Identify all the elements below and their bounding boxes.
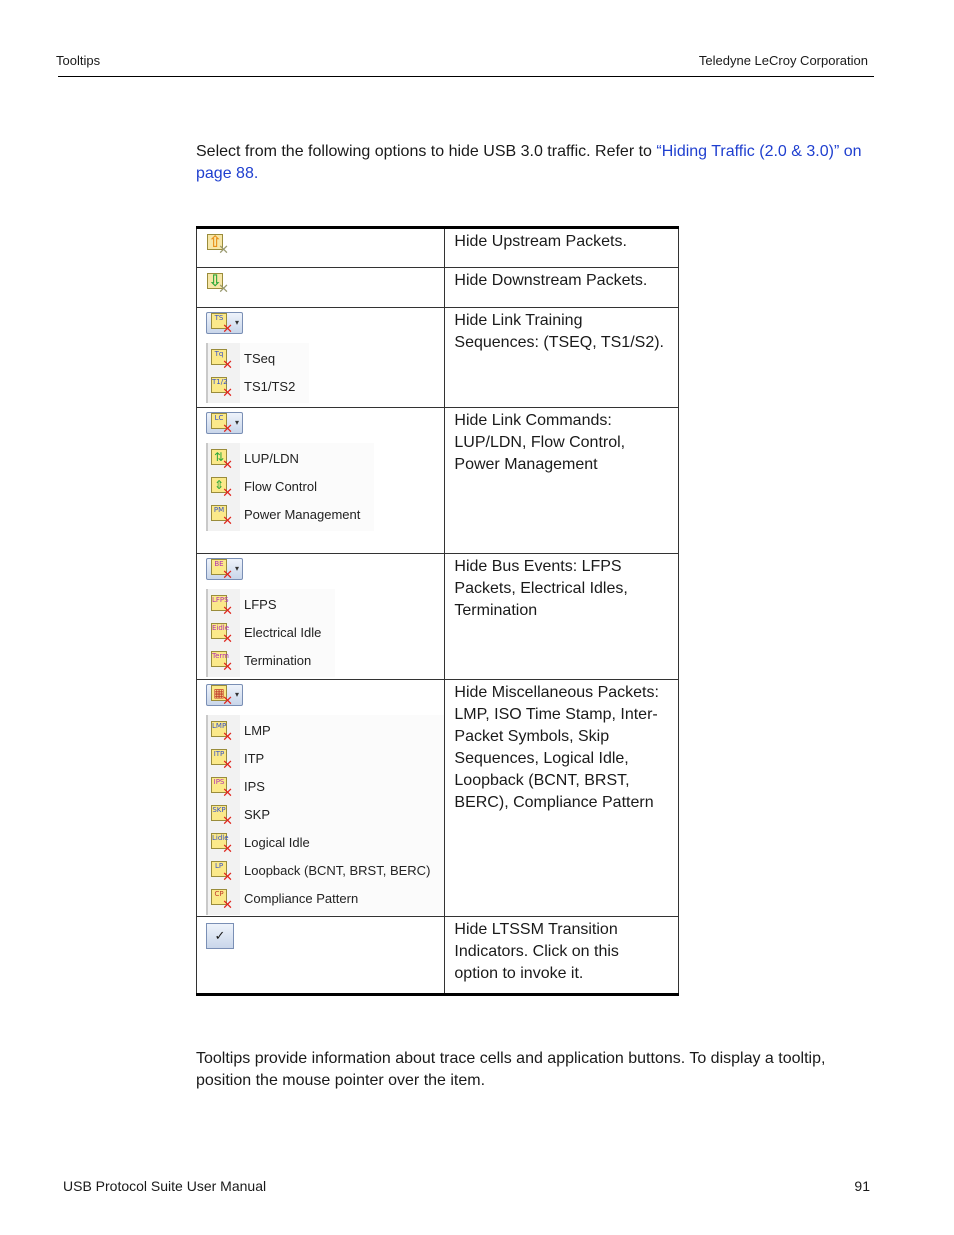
logical-idle-icon: Lidle ✕ xyxy=(212,834,233,857)
compliance-pattern-icon: CP ✕ xyxy=(210,888,232,910)
icon-cell xyxy=(197,268,445,308)
header-rule xyxy=(58,76,874,77)
running-header-company: Teledyne LeCroy Corporation xyxy=(698,53,868,68)
link-training-icon: TS ✕ xyxy=(210,312,232,334)
table-row xyxy=(197,554,679,680)
hide-upstream-icon[interactable]: ⇧ ✕ xyxy=(208,232,229,258)
loopback-icon: LP ✕ xyxy=(210,860,232,882)
ts1-ts2-icon: T1/2 ✕ xyxy=(212,378,233,401)
link-training-dropdown-button[interactable] xyxy=(206,312,243,337)
page-number: 91 xyxy=(854,1178,870,1194)
menu-item-skp[interactable]: SKP ✕ SKP xyxy=(208,801,430,829)
menu-item-lfps[interactable]: LFPS ✕ LFPS xyxy=(212,596,277,619)
menu-item-termination[interactable]: Term ✕ Termination xyxy=(212,652,312,675)
menu-item-compliance-pattern[interactable]: CP ✕ Compliance Pattern xyxy=(208,885,430,913)
icon-cell xyxy=(197,917,445,995)
table-row xyxy=(197,228,679,268)
miscellaneous-icon: ▦ ✕ xyxy=(210,684,232,706)
menu-item-ts1-ts2[interactable]: T1/2 ✕ TS1/TS2 xyxy=(212,378,296,401)
lfps-icon: LFPS ✕ xyxy=(212,596,233,619)
table-row xyxy=(197,680,679,917)
table-row xyxy=(197,308,679,408)
link-commands-menu xyxy=(206,443,374,531)
menu-item-ips[interactable]: IPS ✕ IPS xyxy=(208,773,430,801)
bus-events-menu xyxy=(206,589,335,677)
menu-item-flow-control[interactable]: ⇕ ✕ Flow Control xyxy=(208,473,360,501)
link-commands-icon: LC ✕ xyxy=(210,412,232,434)
icon-cell xyxy=(197,680,445,917)
description-cell: Hide LTSSM Transition Indicators. Click on this option to invoke it. xyxy=(445,917,679,995)
skp-icon: SKP ✕ xyxy=(212,806,233,829)
menu-item-power-management[interactable]: PM ✕ Power Management xyxy=(208,501,360,529)
chevron-down-icon: ▾ xyxy=(235,318,240,327)
menu-item-tseq[interactable]: Tq ✕ TSeq xyxy=(208,345,295,373)
intro-paragraph: Select from the following options to hide USB 3.0 traffic. Refer to “Hiding Traffic (2.0 & 3.0)” on page 88. xyxy=(196,143,862,182)
chevron-down-icon: ▾ xyxy=(235,564,240,573)
footer-title: USB Protocol Suite User Manual xyxy=(63,1178,267,1194)
ips-icon: IPS ✕ xyxy=(210,776,232,798)
icon-cell xyxy=(197,408,445,554)
bus-events-icon: BE ✕ xyxy=(210,558,232,580)
running-header-section: Tooltips xyxy=(56,53,101,68)
itp-icon: ITP ✕ xyxy=(210,748,232,770)
miscellaneous-menu xyxy=(206,715,444,915)
checkmark-icon: ✓ xyxy=(214,928,226,943)
hiding-traffic-link[interactable]: “Hiding Traffic (2.0 & 3.0)” on page 88. xyxy=(196,143,862,182)
chevron-down-icon: ▾ xyxy=(235,690,240,699)
termination-icon: Term ✕ xyxy=(212,652,233,675)
icon-cell xyxy=(197,308,445,408)
tseq-icon: Tq ✕ xyxy=(210,348,232,370)
table-row xyxy=(197,408,679,554)
link-training-menu xyxy=(206,343,309,403)
menu-item-itp[interactable]: ITP ✕ ITP xyxy=(208,745,430,773)
description-cell: Hide Bus Events: LFPS Packets, Electrical Idles, Termination xyxy=(445,554,679,680)
menu-item-electrical-idle[interactable]: Eidle ✕ Electrical Idle xyxy=(212,624,322,647)
electrical-idle-icon: Eidle ✕ xyxy=(212,624,233,647)
description-cell: Hide Link Training Sequences: (TSEQ, TS1/S2). xyxy=(445,308,679,408)
miscellaneous-dropdown-button[interactable] xyxy=(206,684,243,709)
link-commands-dropdown-button[interactable] xyxy=(206,412,243,437)
menu-item-lup-ldn[interactable]: ⇅ ✕ LUP/LDN xyxy=(208,445,360,473)
icon-cell xyxy=(197,228,445,268)
hide-downstream-icon[interactable]: ⇩ ✕ xyxy=(208,271,229,297)
description-cell: Hide Miscellaneous Packets: LMP, ISO Time Stamp, Inter-Packet Symbols, Skip Sequences, Logical Idle, Loopback (BCNT, BRST, BERC), Compliance Pattern xyxy=(445,680,679,917)
description-cell: Hide Link Commands: LUP/LDN, Flow Control, Power Management xyxy=(445,408,679,554)
ltssm-toggle-button[interactable] xyxy=(206,923,234,949)
menu-item-lmp[interactable]: LMP ✕ LMP xyxy=(212,722,271,745)
description-cell: Hide Upstream Packets. xyxy=(445,228,679,268)
icon-cell xyxy=(197,554,445,680)
menu-item-logical-idle[interactable]: Lidle ✕ Logical Idle xyxy=(212,834,310,857)
lup-ldn-icon: ⇅ ✕ xyxy=(210,448,232,470)
power-management-icon: PM ✕ xyxy=(210,504,232,526)
table-row xyxy=(197,917,679,995)
description-cell: Hide Downstream Packets. xyxy=(445,268,679,308)
lmp-icon: LMP ✕ xyxy=(212,722,233,745)
tooltips-paragraph: Tooltips provide information about trace cells and application buttons. To display a tooltip, position the mouse pointer over the item. xyxy=(196,1050,826,1089)
table-row xyxy=(197,268,679,308)
chevron-down-icon: ▾ xyxy=(235,418,240,427)
bus-events-dropdown-button[interactable] xyxy=(206,558,243,583)
menu-item-loopback[interactable]: LP ✕ Loopback (BCNT, BRST, BERC) xyxy=(208,857,430,885)
hide-options-table xyxy=(196,226,679,996)
flow-control-icon: ⇕ ✕ xyxy=(210,476,232,498)
